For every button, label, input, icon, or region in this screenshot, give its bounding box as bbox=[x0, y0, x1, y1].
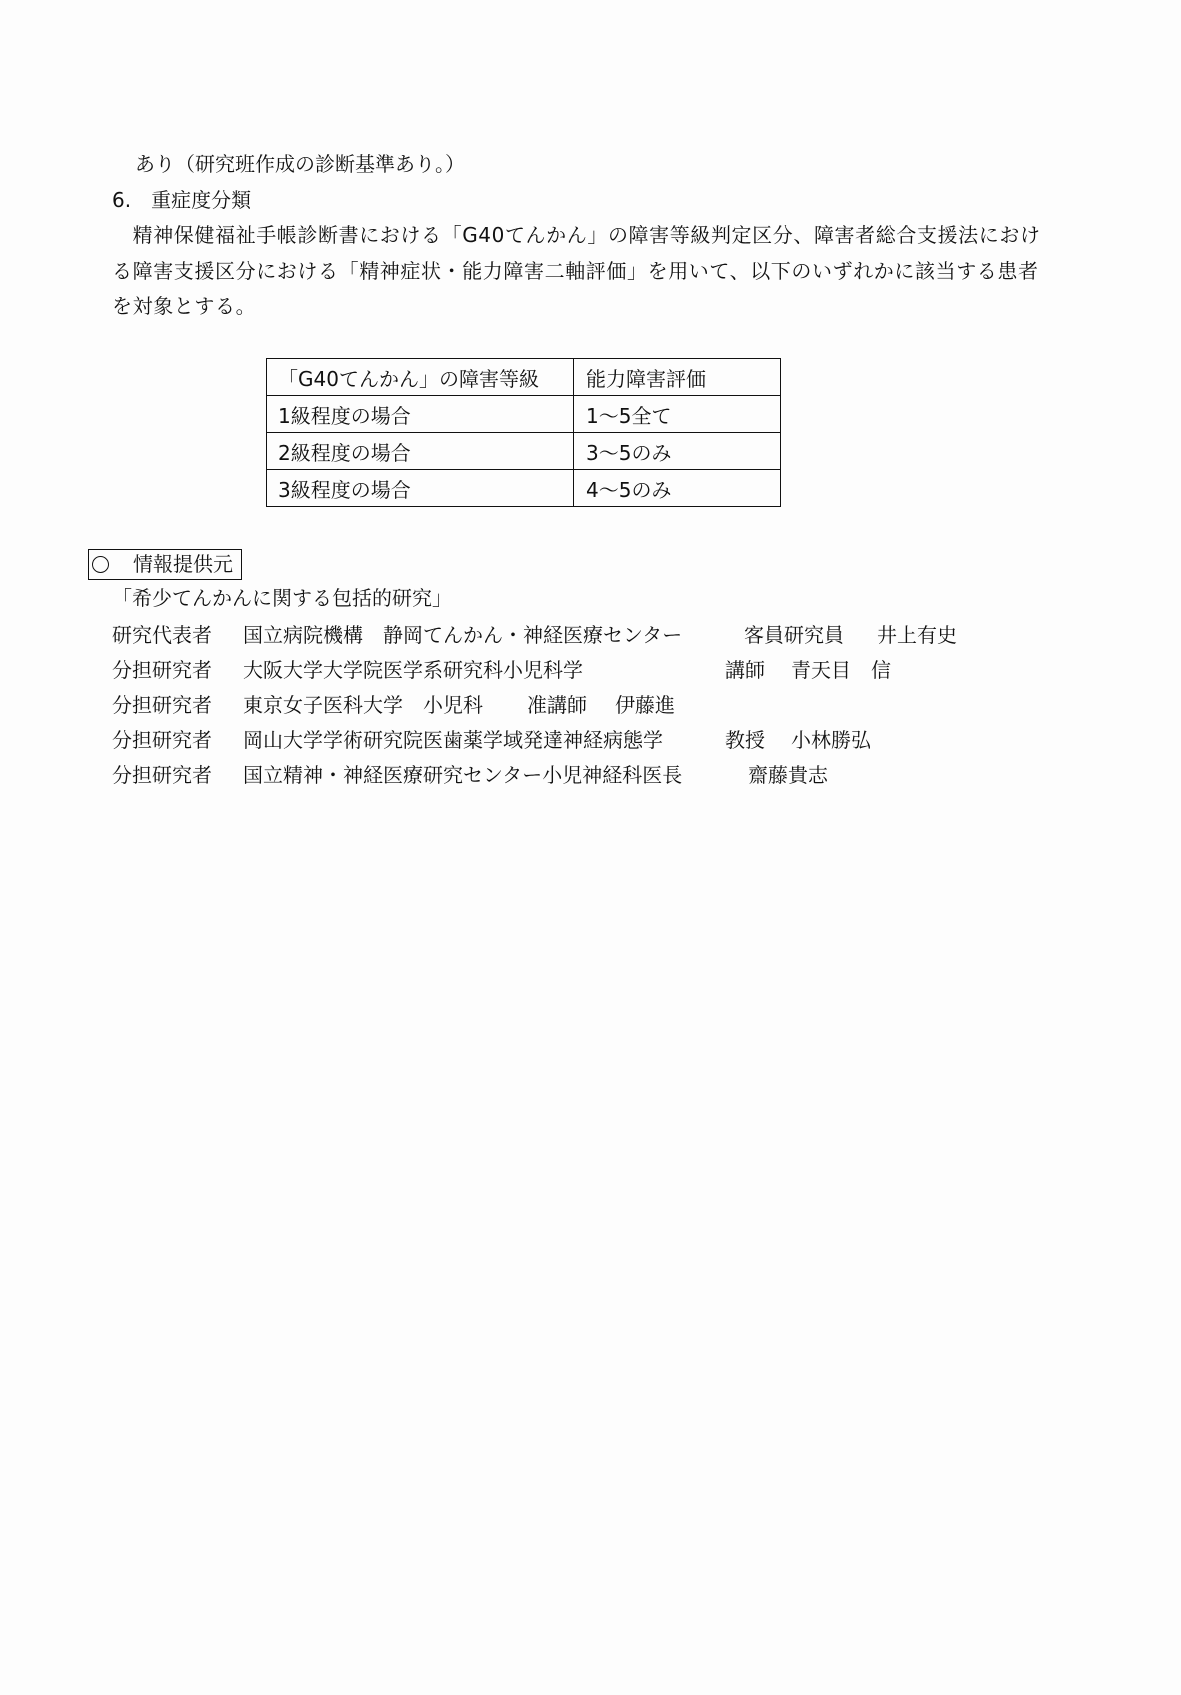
member-title: 教授 bbox=[725, 728, 765, 752]
severity-table bbox=[266, 358, 781, 507]
member-name: 齋藤貴志 bbox=[748, 763, 828, 787]
table-cell-rating: 4～5のみ bbox=[574, 470, 781, 507]
list-item bbox=[112, 658, 891, 682]
paragraph-line: 精神保健福祉手帳診断書における「G40てんかん」の障害等級判定区分、障害者総合支援法におけ bbox=[112, 223, 1041, 247]
table-row bbox=[267, 433, 781, 470]
table-cell-rating: 3～5のみ bbox=[574, 433, 781, 470]
table-cell-grade: 1級程度の場合 bbox=[267, 396, 574, 433]
diagnostic-criteria-note: あり（研究班作成の診断基準あり。） bbox=[135, 152, 465, 176]
member-title: 講師 bbox=[725, 658, 765, 682]
list-item bbox=[112, 763, 828, 787]
member-affiliation: 大阪大学大学院医学系研究科小児科学 bbox=[243, 658, 583, 682]
list-item bbox=[112, 693, 675, 717]
member-title: 准講師 bbox=[527, 693, 587, 717]
member-affiliation: 国立精神・神経医療研究センター小児神経科医長 bbox=[243, 763, 683, 787]
table-header-grade: 「G40てんかん」の障害等級 bbox=[267, 359, 574, 396]
table-cell-grade: 3級程度の場合 bbox=[267, 470, 574, 507]
table-header-disability-rating: 能力障害評価 bbox=[574, 359, 781, 396]
list-item bbox=[112, 623, 957, 647]
info-source-heading-label: 情報提供元 bbox=[133, 552, 233, 576]
member-role: 分担研究者 bbox=[112, 728, 212, 752]
member-role: 研究代表者 bbox=[112, 623, 212, 647]
member-affiliation: 国立病院機構 静岡てんかん・神経医療センター bbox=[243, 623, 683, 647]
member-affiliation: 岡山大学学術研究院医歯薬学域発達神経病態学 bbox=[243, 728, 663, 752]
table-row bbox=[267, 470, 781, 507]
paragraph-line: を対象とする。 bbox=[112, 294, 257, 318]
table-row bbox=[267, 396, 781, 433]
member-name: 井上有史 bbox=[877, 623, 957, 647]
list-item bbox=[112, 728, 871, 752]
member-title: 客員研究員 bbox=[744, 623, 844, 647]
circle-icon bbox=[92, 556, 109, 573]
table-cell-grade: 2級程度の場合 bbox=[267, 433, 574, 470]
member-name: 青天目 信 bbox=[791, 658, 891, 682]
table-cell-rating: 1～5全て bbox=[574, 396, 781, 433]
member-role: 分担研究者 bbox=[112, 693, 212, 717]
study-title: 「希少てんかんに関する包括的研究」 bbox=[112, 586, 452, 610]
member-affiliation: 東京女子医科大学 小児科 bbox=[243, 693, 483, 717]
member-name: 伊藤進 bbox=[615, 693, 675, 717]
member-role: 分担研究者 bbox=[112, 658, 212, 682]
paragraph-line: る障害支援区分における「精神症状・能力障害二軸評価」を用いて、以下のいずれかに該当する患者 bbox=[112, 259, 1039, 283]
member-role: 分担研究者 bbox=[112, 763, 212, 787]
info-source-heading bbox=[88, 549, 242, 580]
member-name: 小林勝弘 bbox=[791, 728, 871, 752]
section-heading-severity: 6. 重症度分類 bbox=[112, 188, 252, 212]
table-header-row bbox=[267, 359, 781, 396]
